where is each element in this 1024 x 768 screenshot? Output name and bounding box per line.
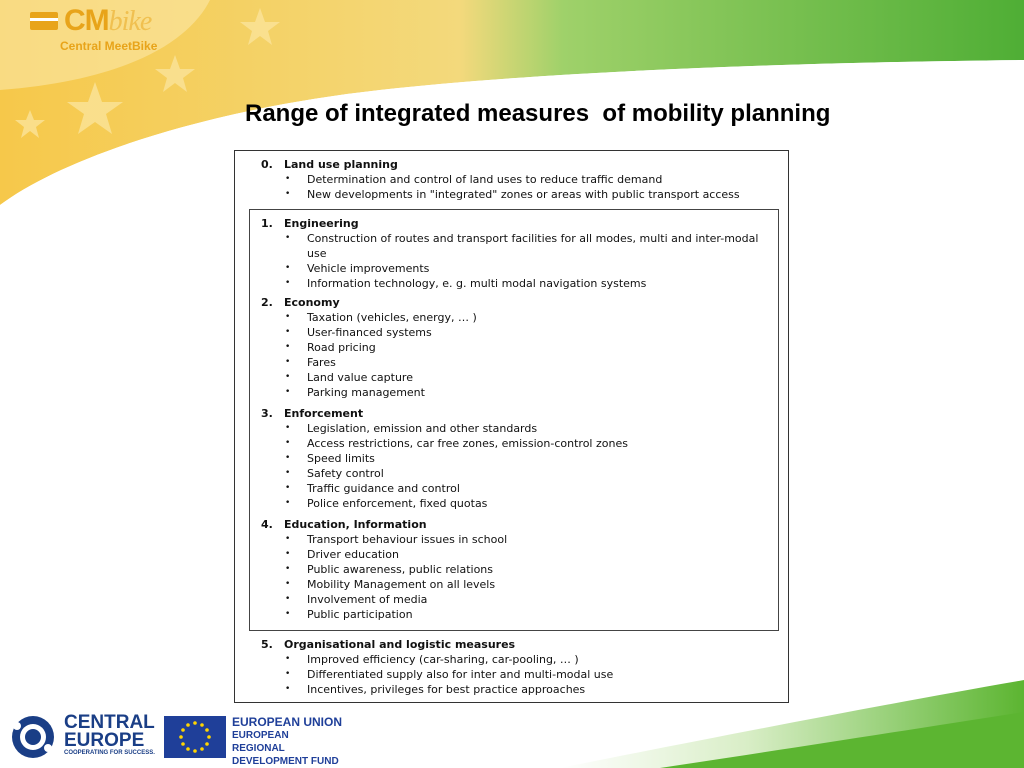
- bullet-icon: •: [285, 357, 291, 367]
- bullet-icon: •: [285, 174, 291, 184]
- section-heading: [261, 637, 777, 652]
- eu-fund-label: [232, 716, 342, 768]
- section-economy: [261, 295, 777, 400]
- list-item: • Construction of routes and transport facilities for all modes, multi and inter-modal use: [261, 231, 777, 261]
- eu-line1: EUROPEAN UNION: [232, 715, 343, 729]
- cmbike-logo: [24, 4, 174, 56]
- bullet-icon: •: [285, 594, 291, 604]
- list-item: • New developments in "integrated" zones or areas with public transport access: [261, 187, 777, 202]
- section-heading: [261, 406, 777, 421]
- central-europe-emblem-icon: [8, 714, 58, 760]
- bullet-icon: •: [285, 453, 291, 463]
- list-item: • Police enforcement, fixed quotas: [261, 496, 777, 511]
- section-items: [261, 532, 777, 622]
- bullet-icon: •: [285, 312, 291, 322]
- bullet-icon: •: [285, 342, 291, 352]
- section-items: [261, 172, 777, 202]
- section-education: [261, 517, 777, 622]
- list-item: • Access restrictions, car free zones, emission-control zones: [261, 436, 777, 451]
- section-title: Enforcement: [284, 407, 364, 420]
- cmbike-logo-brand: [64, 4, 151, 38]
- logo-brand-bike: bike: [108, 6, 152, 37]
- list-item: • Determination and control of land uses to reduce traffic demand: [261, 172, 777, 187]
- cmbike-logo-mark-icon: [28, 8, 60, 32]
- list-item: • Improved efficiency (car-sharing, car-pooling, … ): [261, 652, 777, 667]
- list-item: • Legislation, emission and other standards: [261, 421, 777, 436]
- list-item: • Parking management: [261, 385, 777, 400]
- section-title: Education, Information: [284, 518, 427, 531]
- list-item: • Road pricing: [261, 340, 777, 355]
- section-title: Economy: [284, 296, 340, 309]
- bullet-icon: •: [285, 423, 291, 433]
- section-heading: [261, 295, 777, 310]
- list-item: • Mobility Management on all levels: [261, 577, 777, 592]
- list-item: • Public participation: [261, 607, 777, 622]
- section-number: 2.: [261, 296, 273, 309]
- section-title: Land use planning: [284, 158, 398, 171]
- central-europe-logo: [8, 710, 153, 762]
- eu-line2: EUROPEAN REGIONAL: [232, 730, 289, 754]
- list-item: • Traffic guidance and control: [261, 481, 777, 496]
- eu-flag-icon: [164, 716, 226, 758]
- bullet-icon: •: [285, 278, 291, 288]
- section-organisational: [261, 637, 777, 697]
- list-item: • Safety control: [261, 466, 777, 481]
- list-item: • Public awareness, public relations: [261, 562, 777, 577]
- bullet-icon: •: [285, 684, 291, 694]
- bullet-icon: •: [285, 549, 291, 559]
- bullet-icon: •: [285, 372, 291, 382]
- section-items: [261, 231, 777, 291]
- list-item: • User-financed systems: [261, 325, 777, 340]
- section-title: Engineering: [284, 217, 359, 230]
- list-item: • Speed limits: [261, 451, 777, 466]
- central-europe-wordmark: [64, 714, 155, 750]
- section-heading: [261, 517, 777, 532]
- list-item: • Fares: [261, 355, 777, 370]
- list-item: • Driver education: [261, 547, 777, 562]
- section-number: 4.: [261, 518, 273, 531]
- list-item: • Vehicle improvements: [261, 261, 777, 276]
- central-europe-tagline: COOPERATING FOR SUCCESS.: [64, 750, 155, 756]
- section-engineering: [261, 216, 777, 291]
- section-number: 5.: [261, 638, 273, 651]
- bullet-icon: •: [285, 263, 291, 273]
- bullet-icon: •: [285, 609, 291, 619]
- logo-brand-cm: CM: [64, 4, 109, 37]
- bullet-icon: •: [285, 387, 291, 397]
- bullet-icon: •: [285, 498, 291, 508]
- eu-line3: DEVELOPMENT FUND: [232, 756, 339, 767]
- bullet-icon: •: [285, 327, 291, 337]
- bullet-icon: •: [285, 233, 291, 243]
- section-heading: [261, 157, 777, 172]
- bullet-icon: •: [285, 564, 291, 574]
- bullet-icon: •: [285, 534, 291, 544]
- section-title: Organisational and logistic measures: [284, 638, 516, 651]
- bullet-icon: •: [285, 483, 291, 493]
- section-number: 1.: [261, 217, 273, 230]
- section-enforcement: [261, 406, 777, 511]
- central-europe-line1: CENTRAL: [64, 712, 155, 733]
- list-item: • Incentives, privileges for best practice approaches: [261, 682, 777, 697]
- section-items: [261, 421, 777, 511]
- list-item: • Involvement of media: [261, 592, 777, 607]
- list-item: • Differentiated supply also for inter and multi-modal use: [261, 667, 777, 682]
- list-item: • Transport behaviour issues in school: [261, 532, 777, 547]
- bullet-icon: •: [285, 654, 291, 664]
- measures-figure: [234, 150, 789, 703]
- section-items: [261, 310, 777, 400]
- list-item: • Taxation (vehicles, energy, … ): [261, 310, 777, 325]
- list-item: • Information technology, e. g. multi modal navigation systems: [261, 276, 777, 291]
- bullet-icon: •: [285, 438, 291, 448]
- logo-subtitle: Central MeetBike: [60, 39, 158, 53]
- bullet-icon: •: [285, 669, 291, 679]
- list-item: • Land value capture: [261, 370, 777, 385]
- bullet-icon: •: [285, 189, 291, 199]
- section-number: 3.: [261, 407, 273, 420]
- section-number: 0.: [261, 158, 273, 171]
- bullet-icon: •: [285, 579, 291, 589]
- slide-title: Range of integrated measures of mobility planning: [245, 100, 831, 127]
- section-land-use: [261, 157, 777, 202]
- bullet-icon: •: [285, 468, 291, 478]
- central-europe-line2: EUROPE: [64, 730, 145, 751]
- section-items: [261, 652, 777, 697]
- section-heading: [261, 216, 777, 231]
